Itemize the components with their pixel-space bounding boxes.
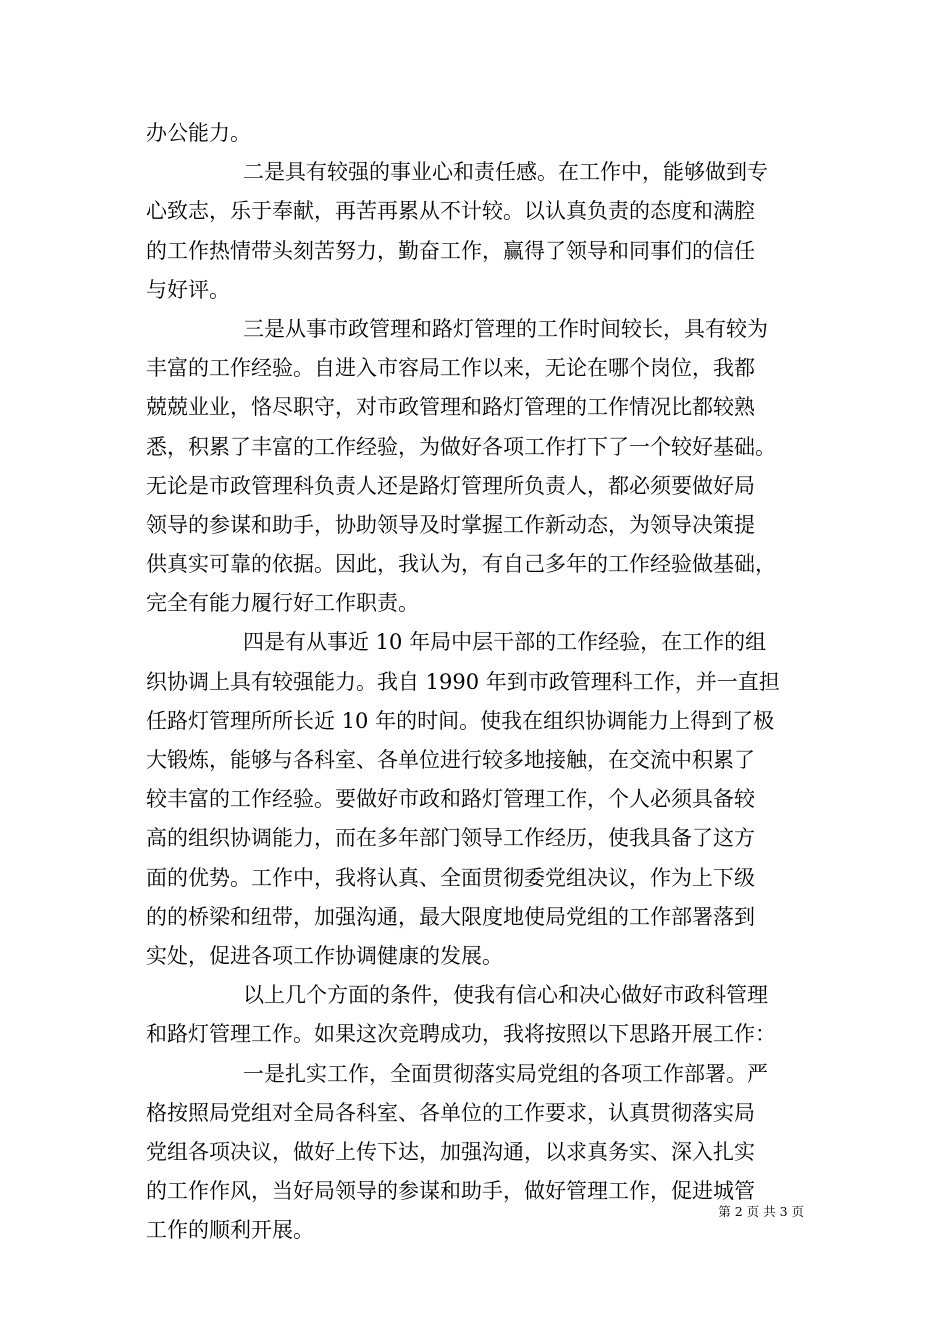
text-line: 一是扎实工作，全面贯彻落实局党组的各项工作部署。严 xyxy=(243,1061,768,1086)
text-line: 大锻炼，能够与各科室、各单位进行较多地接触，在交流中积累了 xyxy=(146,748,755,772)
text-line: 二是具有较强的事业心和责任感。在工作中，能够做到专 xyxy=(243,160,768,185)
text-line: 的的桥梁和纽带，加强沟通，最大限度地使局党组的工作部署落到 xyxy=(146,904,755,929)
text-line: 任路灯管理所所长近 10 年的时间。使我在组织协调能力上得到了极 xyxy=(146,708,775,733)
text-line: 高的组织协调能力，而在多年部门领导工作经历，使我具备了这方 xyxy=(146,826,755,851)
text-line: 以上几个方面的条件，使我有信心和决心做好市政科管理 xyxy=(243,983,768,1008)
text-line: 心致志，乐于奉献，再苦再累从不计较。以认真负责的态度和满腔 xyxy=(146,199,755,224)
text-line: 党组各项决议，做好上传下达，加强沟通，以求真务实、深入扎实 xyxy=(146,1139,755,1164)
text-line: 兢兢业业，恪尽职守，对市政管理和路灯管理的工作情况比都较熟 xyxy=(146,395,755,420)
text-line: 丰富的工作经验。自进入市容局工作以来，无论在哪个岗位，我都 xyxy=(146,356,755,381)
text-line: 实处，促进各项工作协调健康的发展。 xyxy=(146,943,503,968)
text-line: 悉，积累了丰富的工作经验，为做好各项工作打下了一个较好基础。 xyxy=(146,434,776,459)
paragraph-1 xyxy=(146,114,818,153)
text-line: 供真实可靠的依据。因此，我认为，有自己多年的工作经验做基础， xyxy=(146,552,776,577)
text-line: 办公能力。 xyxy=(146,121,251,145)
text-line: 工作的顺利开展。 xyxy=(146,1218,314,1243)
paragraph-4 xyxy=(146,623,818,976)
text-line: 无论是市政管理科负责人还是路灯管理所负责人，都必须要做好局 xyxy=(146,473,755,498)
text-line: 的工作作风，当好局领导的参谋和助手，做好管理工作，促进城管 xyxy=(146,1179,755,1204)
text-line: 织协调上具有较强能力。我自 1990 年到市政管理科工作，并一直担 xyxy=(146,669,780,694)
paragraph-2 xyxy=(146,153,818,310)
text-line: 四是有从事近 10 年局中层干部的工作经验，在工作的组 xyxy=(243,630,767,655)
text-line: 三是从事市政管理和路灯管理的工作时间较长，具有较为 xyxy=(243,316,768,341)
text-line: 完全有能力履行好工作职责。 xyxy=(146,591,419,616)
paragraph-3 xyxy=(146,310,818,624)
text-line: 面的优势。工作中，我将认真、全面贯彻委党组决议，作为上下级 xyxy=(146,865,755,890)
text-line: 格按照局党组对全局各科室、各单位的工作要求，认真贯彻落实局 xyxy=(146,1100,755,1125)
page-number-footer: 第 2 页 共 3 页 xyxy=(718,1204,804,1219)
text-line: 较丰富的工作经验。要做好市政和路灯管理工作，个人必须具备较 xyxy=(146,787,755,812)
text-line: 与好评。 xyxy=(146,277,230,302)
paragraph-5 xyxy=(146,976,818,1054)
text-line: 的工作热情带头刻苦努力，勤奋工作，赢得了领导和同事们的信任 xyxy=(146,238,755,263)
text-line: 领导的参谋和助手，协助领导及时掌握工作新动态，为领导决策提 xyxy=(146,512,755,537)
text-line: 和路灯管理工作。如果这次竞聘成功，我将按照以下思路开展工作： xyxy=(146,1022,776,1047)
document-body xyxy=(146,114,818,1250)
paragraph-6 xyxy=(146,1055,818,1251)
